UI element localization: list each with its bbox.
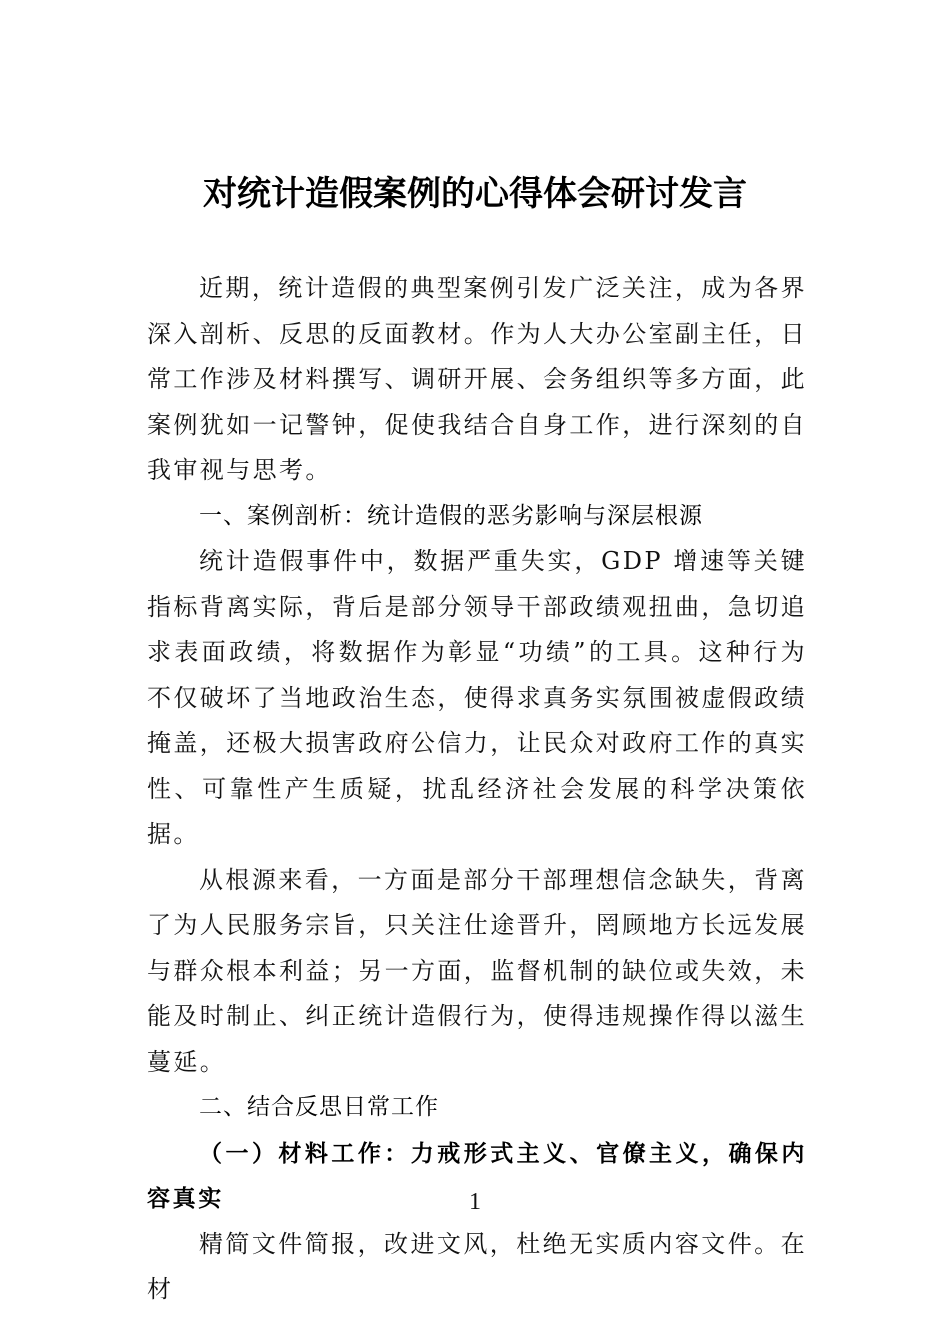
subsection-heading-1: （一）材料工作：力戒形式主义、官僚主义，确保内容真实 — [147, 1139, 807, 1212]
intro-paragraph: 近期，统计造假的典型案例引发广泛关注，成为各界深入剖析、反思的反面教材。作为人大办公室副主任，日常工作涉及材料撰写、调研开展、会务组织等多方面，此案例犹如一记警钟，促使我结合自身工作，进行深刻的自我审视与思考。 — [147, 274, 807, 484]
section-heading-2: 二、结合反思日常工作 — [199, 1094, 439, 1120]
document-title: 对统计造假案例的心得体会研讨发言 — [203, 174, 747, 214]
root-cause-paragraph: 从根源来看，一方面是部分干部理想信念缺失，背离了为人民服务宗旨，只关注仕途晋升，罔顾地方长远发展与群众根本利益；另一方面，监督机制的缺位或失效，未能及时制止、纠正统计造假行为，使得违规操作得以滋生蔓延。 — [147, 865, 807, 1076]
case-analysis-paragraph: 统计造假事件中，数据严重失实，GDP 增速等关键指标背离实际，背后是部分领导干部政绩观扭曲，急切追求表面政绩，将数据作为彰显“功绩”的工具。这种行为不仅破坏了当地政治生态，使得求真务实氛围被虚假政绩掩盖，还极大损害政府公信力，让民众对政府工作的真实性、可靠性产生质疑，扰乱经济社会发展的科学决策依据。 — [147, 547, 807, 848]
section-heading-1: 一、案例剖析：统计造假的恶劣影响与深层根源 — [199, 502, 703, 529]
page-number: 1 — [469, 1189, 481, 1215]
document-body — [147, 266, 807, 1313]
material-work-paragraph: 精简文件简报，改进文风，杜绝无实质内容文件。在材 — [147, 1229, 807, 1303]
